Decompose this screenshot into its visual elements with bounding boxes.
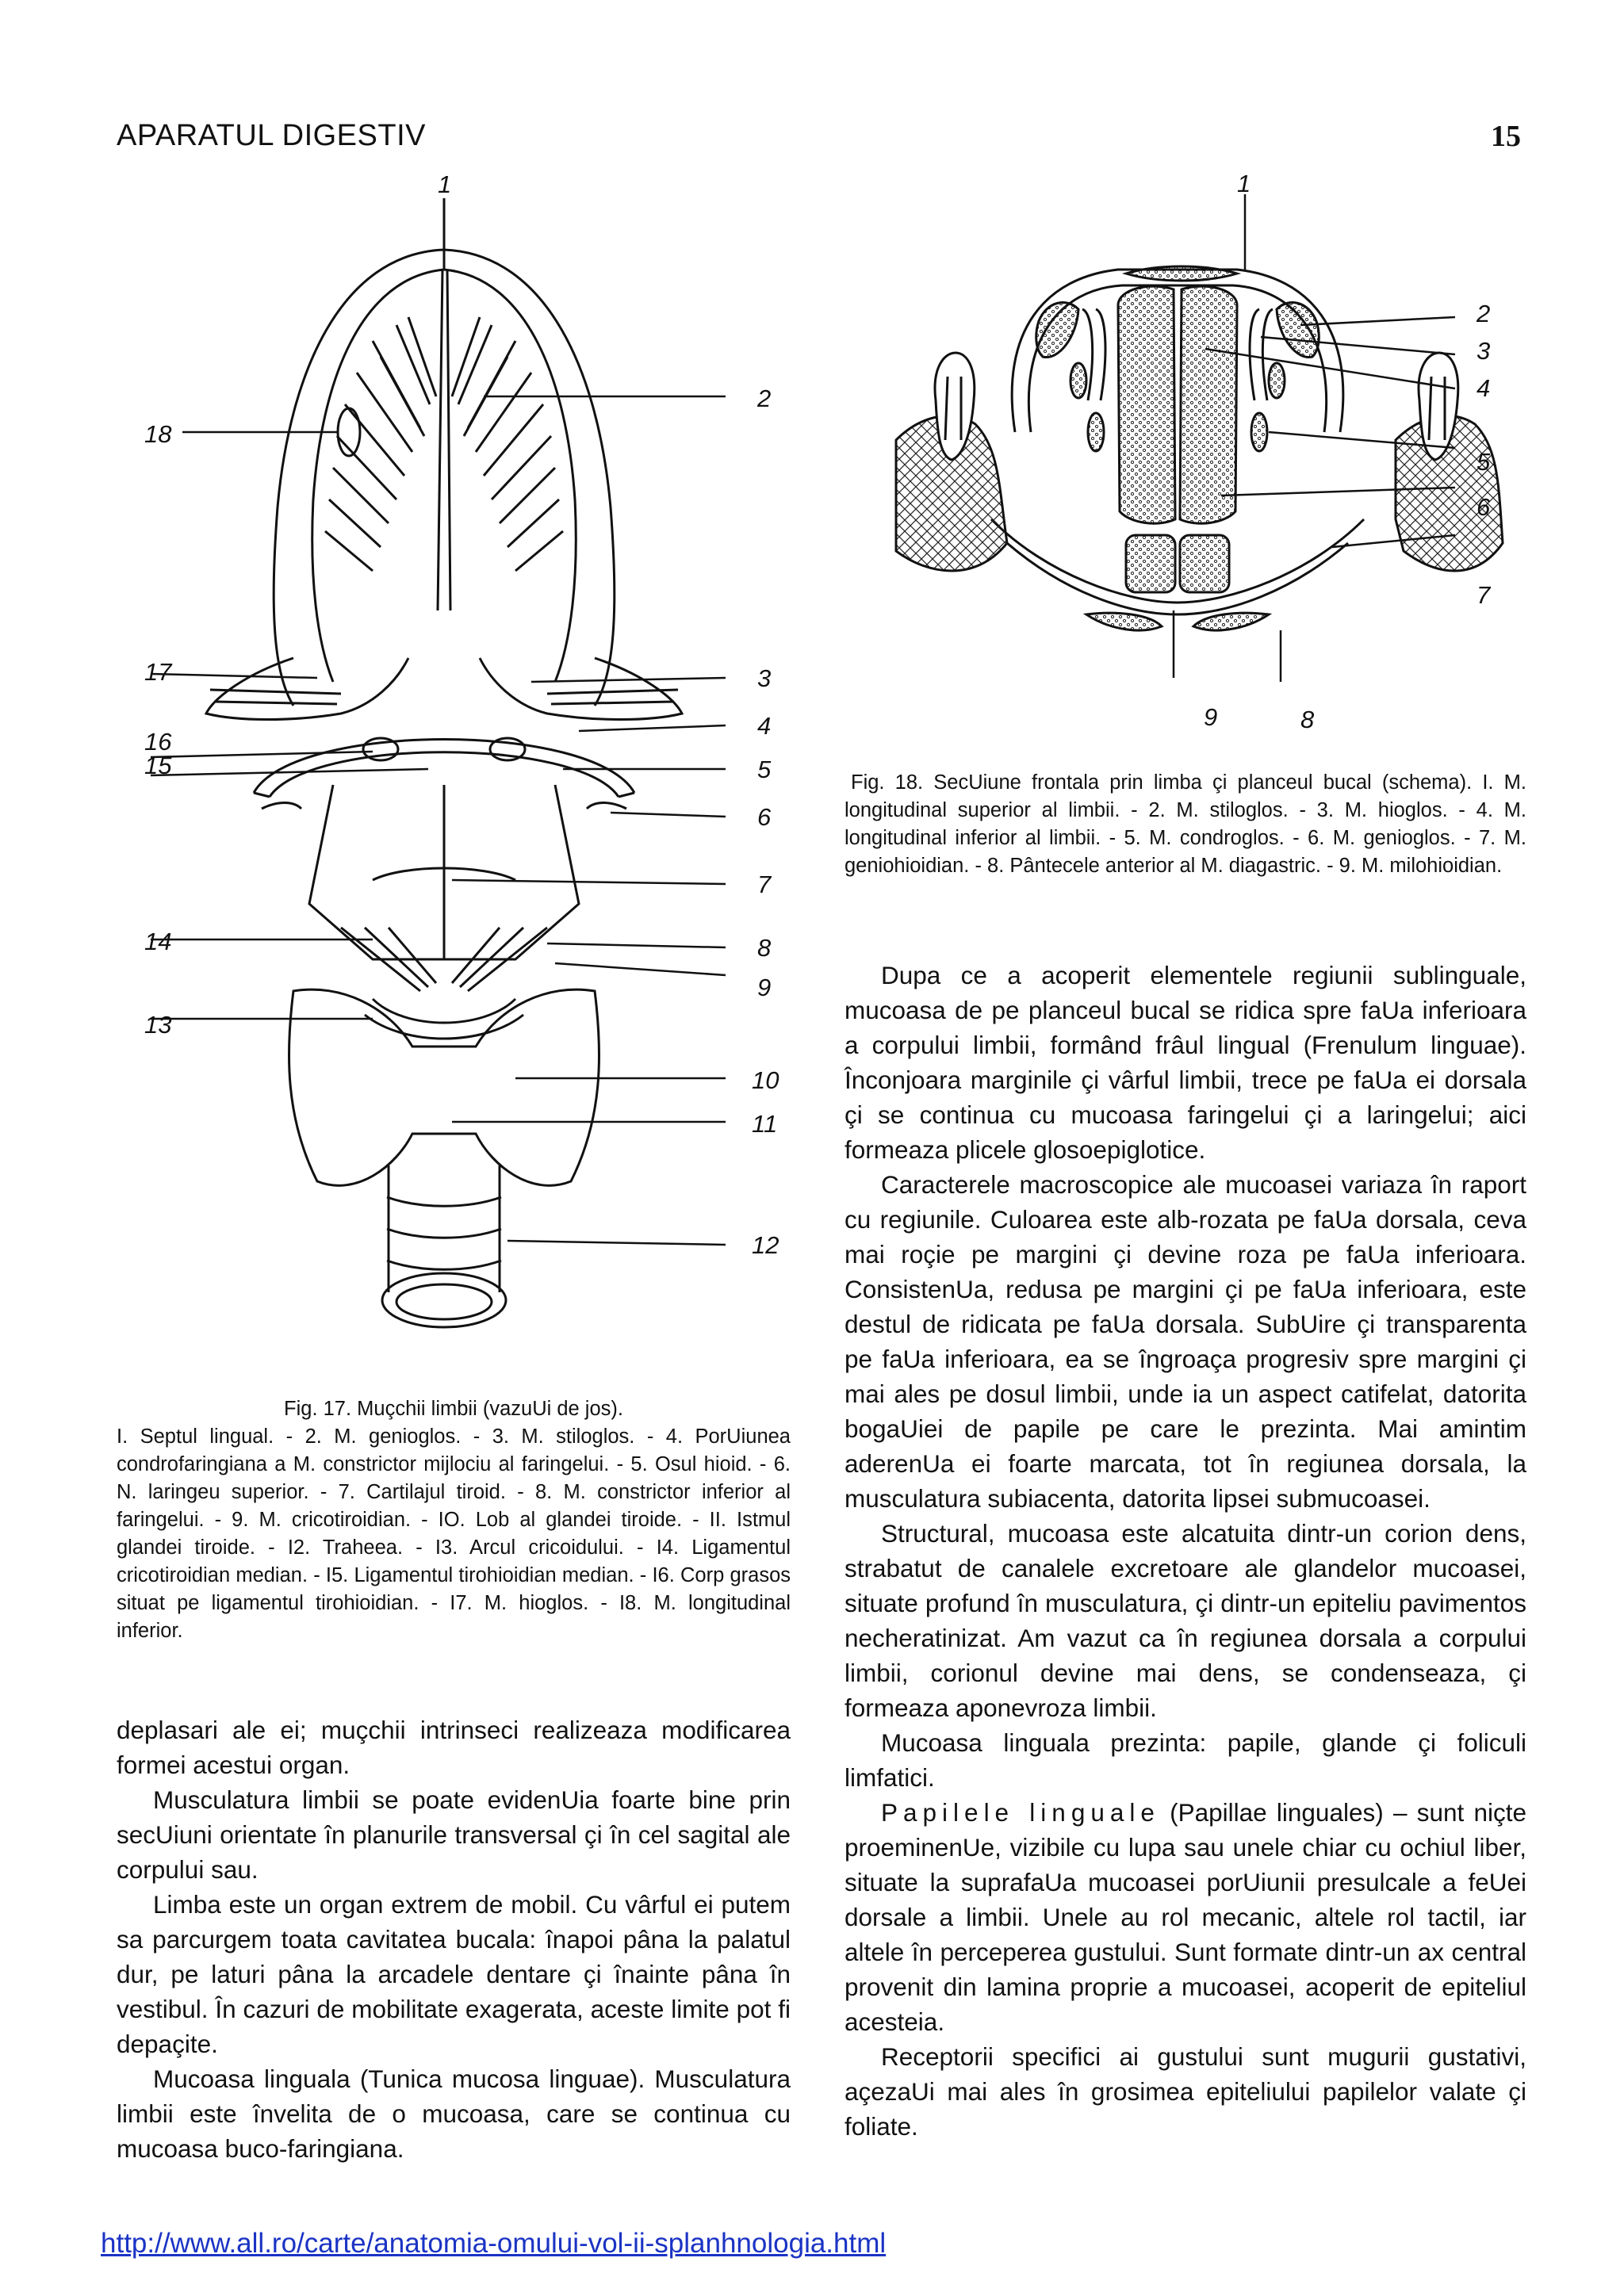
fig18-label-1: 1 [1237,170,1251,197]
fig18-label-5: 5 [1477,448,1491,476]
right-column-text [845,958,1526,2144]
fig18-label-3: 3 [1477,337,1491,365]
paragraph: Structural, mucoasa este alcatuita dintr-un corion dens, strabatut de canalele excretoare ale glandelor mucoasei, situate profund în musculatura, çi dintr-un epiteliu pavimentos necheratinizat. Am vazut ca în regiunea dorsala a corpului limbii, corionul devine mai dens, se condenseaza, çi formeaza aponevroza limbii. [845,1519,1526,1722]
fig17-label-18: 18 [144,420,172,448]
paragraph: deplasari ale ei; muçchii intrinseci realizeaza modificarea formei acestui organ. [117,1716,791,1779]
fig18-label-7: 7 [1477,581,1491,609]
fig17-label-6: 6 [757,803,772,831]
fig17-label-2: 2 [757,385,772,412]
source-link[interactable]: http://www.all.ro/carte/anatomia-omului-vol-ii-splanhnologia.html [101,2228,887,2259]
fig18-label-4: 4 [1477,374,1491,402]
fig17-label-12: 12 [752,1231,779,1259]
fig17-label-10: 10 [752,1066,779,1094]
fig17-label-8: 8 [757,934,772,962]
fig17-label-1: 1 [438,170,452,198]
paragraph: Dupa ce a acoperit elementele regiunii sublinguale, mucoasa de pe planceul bucal se ridica spre faUa inferioara a corpului limbii, formând frâul lingual (Frenulum linguae). Înconjoara marginile çi vârful limbii, trece pe faUa ei dorsala çi se continua cu mucoasa faringelui çi a laringelui; aici formeaza plicele glosoepiglotice. [845,961,1526,1164]
paragraph: Receptorii specifici ai gustului sunt mugurii gustativi, açezaUi mai ales în grosimea epiteliului papilelor valate çi foliate. [845,2042,1526,2141]
fig18-label-6: 6 [1477,493,1491,521]
fig17-label-17: 17 [144,658,172,686]
fig18-label-9: 9 [1204,703,1218,731]
fig17-label-4: 4 [757,712,772,740]
figure-18-illustration [888,170,1507,741]
fig17-label-9: 9 [757,974,772,1001]
paragraph: Caracterele macroscopice ale mucoasei variaza în raport cu regiunile. Culoarea este alb-rozata pe faUa dorsala, ceva mai roçie pe margini çi devine roza pe faUa inferioara. ConsistenUa, redusa pe margini çi pe faUa inferioara, este destul de ridicata pe faUa dorsala. SubUire çi transparenta pe faUa inferioara, ea se îngroaça progresiv spre margini çi mai ales pe dosul limbii, unde ia un aspect catifelat, datorita bogaUiei de papile pe care le prezinta. Mai amintim aderenUa ei foarte marcata, tot în regiunea dorsala, la musculatura subiacenta, datorita lipsei submucoasei. [845,1170,1526,1513]
fig17-label-5: 5 [757,756,772,783]
fig17-label-13: 13 [144,1011,172,1039]
fig18-label-2: 2 [1477,300,1491,327]
fig18-caption-text: Fig. 18. SecUiune frontala prin limba çi planceul bucal (schema). I. M. longitudinal superior al limbii. - 2. M. stiloglos. - 3. M. hioglos. - 4. M. longitudinal inferior al limbii. - 5. M. condroglos. - 6. M. genioglos. - 7. M. geniohioidian. - 8. Pântecele anterior al M. diagastric. - 9. M. milohioidian. [845,771,1526,877]
running-header: APARATUL DIGESTIV [117,119,426,152]
fig17-label-15: 15 [144,752,172,779]
paragraph: Limba este un organ extrem de mobil. Cu vârful ei putem sa parcurgem toata cavitatea bucala: înapoi pâna la palatul dur, pe laturi pâna la arcadele dentare çi înainte pâna în vestibul. În cazuri de mobilitate exagerata, aceste limite pot fi depaçite. [117,1890,791,2058]
fig17-label-3: 3 [757,664,772,692]
paragraph: Mucoasa linguala (Tunica mucosa linguae). Musculatura limbii este învelita de o mucoasa, care se continua cu mucoasa buco-faringiana. [117,2064,791,2163]
left-column-text [117,1712,791,2166]
paragraph-rest: (Papillae linguales) – sunt niçte proeminenUe, vizibile cu lupa sau unele chiar cu ochiul liber, situate la suprafaUa mucoasei porUiunii presulcale a feUei dorsale a limbii. Unele au rol mecanic, altele rol tactil, iar altele în perceperea gustului. Sunt formate dintr-un ax central provenit din lamina proprie a mucoasei, acoperit de epiteliul acesteia. [845,1798,1526,2036]
fig17-caption-title: Fig. 17. Muçchii limbii (vazuUi de jos). [284,1398,623,1420]
page-number: 15 [1491,120,1521,153]
paragraph [845,1795,1526,2039]
fig18-label-8: 8 [1300,706,1315,733]
fig17-label-16: 16 [144,728,172,756]
term-papilele-linguale: Papilele linguale [881,1798,1160,1827]
fig17-label-11: 11 [752,1110,778,1138]
figure-17-caption [117,1395,791,1645]
fig17-label-7: 7 [757,871,772,898]
figure-18-caption [845,769,1526,880]
paragraph: Mucoasa linguala prezinta: papile, glande çi foliculi limfatici. [845,1728,1526,1792]
paragraph: Musculatura limbii se poate evidenUia foarte bine prin secUiuni orientate în planurile transversal çi în cel sagital ale corpului sau. [117,1785,791,1884]
figure-17-illustration [135,166,801,1403]
fig17-label-14: 14 [144,928,172,955]
fig17-caption-text: I. Septul lingual. - 2. M. genioglos. - 3. M. stiloglos. - 4. PorUiunea condrofaringiana a M. constrictor mijlociu al faringelui. - 5. Osul hioid. - 6. N. laringeu superior. - 7. Cartilajul tiroid. - 8. M. constrictor inferior al faringelui. - 9. M. cricotiroidian. - IO. Lob al glandei tiroide. - II. Istmul glandei tiroide. - I2. Traheea. - I3. Arcul cricoidului. - I4. Ligamentul cricotiroidian median. - I5. Ligamentul tirohioidian median. - I6. Corp grasos situat pe ligamentul tirohioidian. - I7. M. hioglos. - I8. M. longitudinal inferior. [117,1425,791,1642]
